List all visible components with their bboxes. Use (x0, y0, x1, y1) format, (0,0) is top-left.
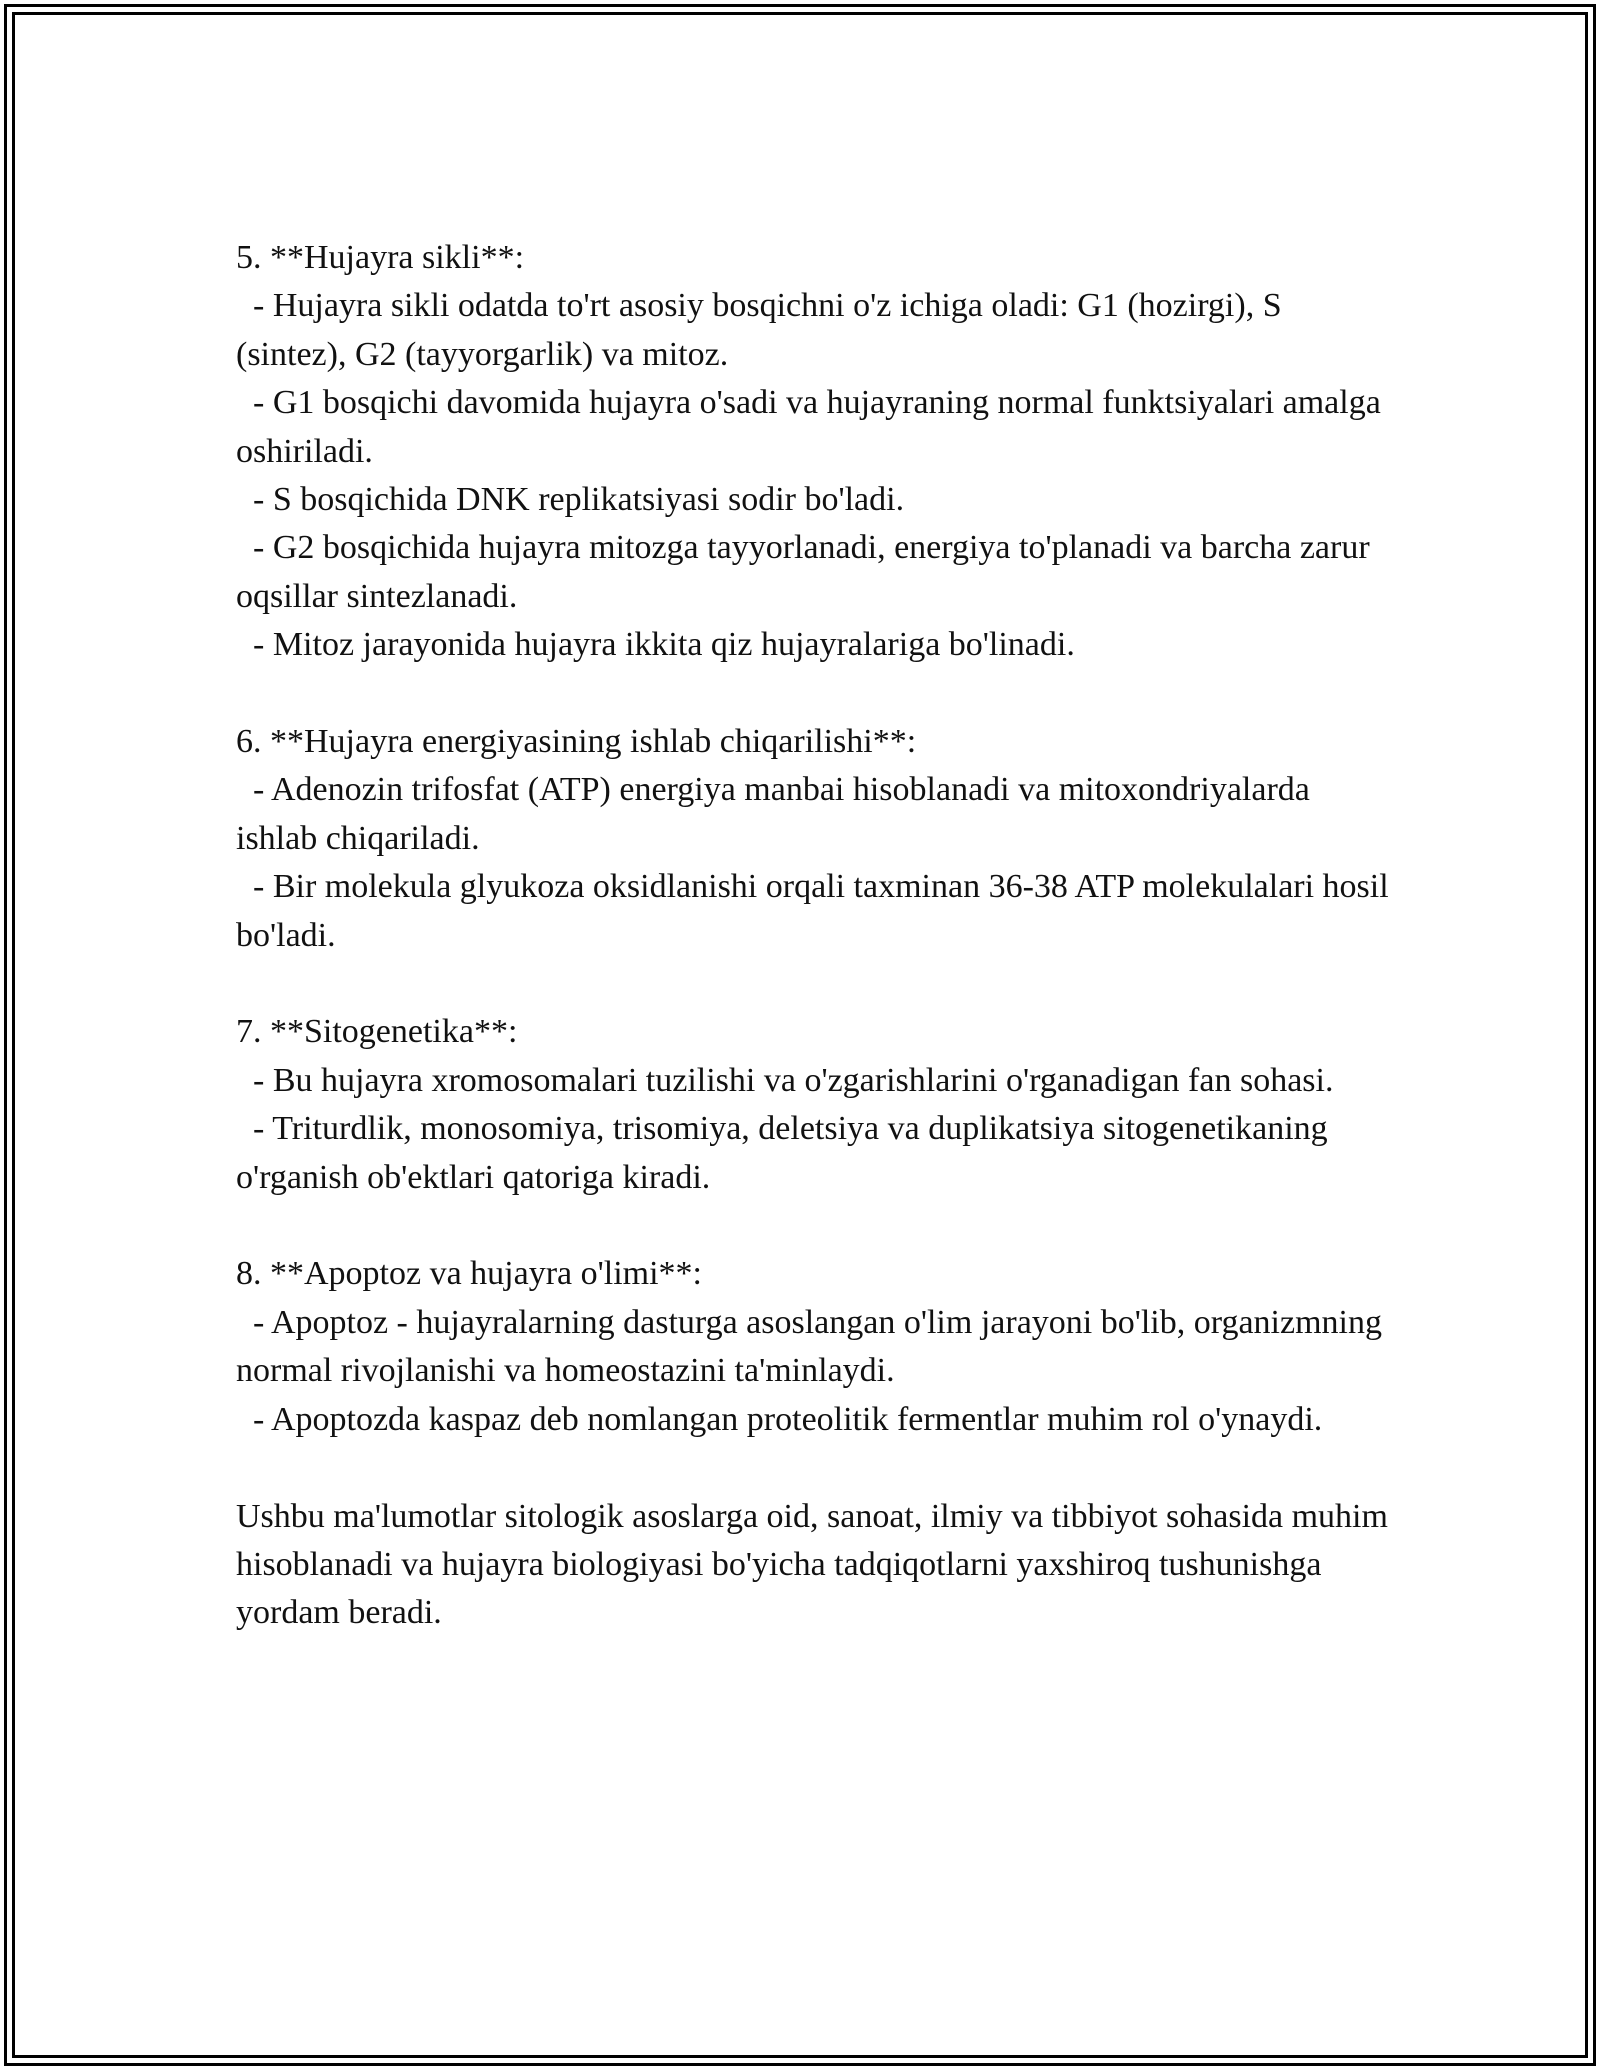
list-item: - Bu hujayra xromosomalari tuzilishi va o'zgarishlarini o'rganadigan fan sohasi. (253, 1061, 1334, 1099)
document-body (236, 234, 1396, 1638)
list-item: - Mitoz jarayonida hujayra ikkita qiz hujayralariga bo'linadi. (253, 626, 1075, 664)
blank-line (236, 960, 1396, 1008)
section-heading: 6. **Hujayra energiyasining ishlab chiqarilishi**: (236, 723, 917, 761)
list-item: - G1 bosqichi davomida hujayra o'sadi va hujayraning normal funktsiyalari amalga oshiriladi. (236, 384, 1381, 470)
list-item: - Adenozin trifosfat (ATP) energiya manbai hisoblanadi va mitoxondriyalarda ishlab chiqariladi. (236, 771, 1310, 857)
list-item: - G2 bosqichida hujayra mitozga tayyorlanadi, energiya to'planadi va barcha zarur oqsillar sintezlanadi. (236, 529, 1370, 615)
list-item: - S bosqichida DNK replikatsiyasi sodir bo'ladi. (253, 481, 905, 519)
list-item: - Apoptoz - hujayralarning dasturga asoslangan o'lim jarayoni bo'lib, organizmning normal rivojlanishi va homeostazini ta'minlaydi. (236, 1303, 1382, 1390)
list-item: - Bir molekula glyukoza oksidlanishi orqali taxminan 36-38 ATP molekulalari hosil bo'ladi. (236, 868, 1389, 954)
blank-line (236, 670, 1396, 718)
blank-line (236, 1202, 1396, 1250)
section-heading: 7. **Sitogenetika**: (236, 1013, 518, 1051)
conclusion-paragraph: Ushbu ma'lumotlar sitologik asoslarga oid, sanoat, ilmiy va tibbiyot sohasida muhim hisoblanadi va hujayra biologiyasi bo'yicha tadqiqotlarni yaxshiroq tushunishga yordam beradi. (236, 1497, 1388, 1632)
list-item: - Triturdlik, monosomiya, trisomiya, deletsiya va duplikatsiya sitogenetikaning o'rganish ob'ektlari qatoriga kiradi. (236, 1110, 1328, 1196)
list-item: - Hujayra sikli odatda to'rt asosiy bosqichni o'z ichiga oladi: G1 (hozirgi), S (sintez), G2 (tayyorgarlik) va mitoz. (236, 287, 1282, 373)
blank-line (236, 1444, 1396, 1492)
section-heading: 8. **Apoptoz va hujayra o'limi**: (236, 1255, 702, 1293)
section-heading: 5. **Hujayra sikli**: (236, 239, 525, 276)
list-item: - Apoptozda kaspaz deb nomlangan proteolitik fermentlar muhim rol o'ynaydi. (253, 1400, 1323, 1438)
